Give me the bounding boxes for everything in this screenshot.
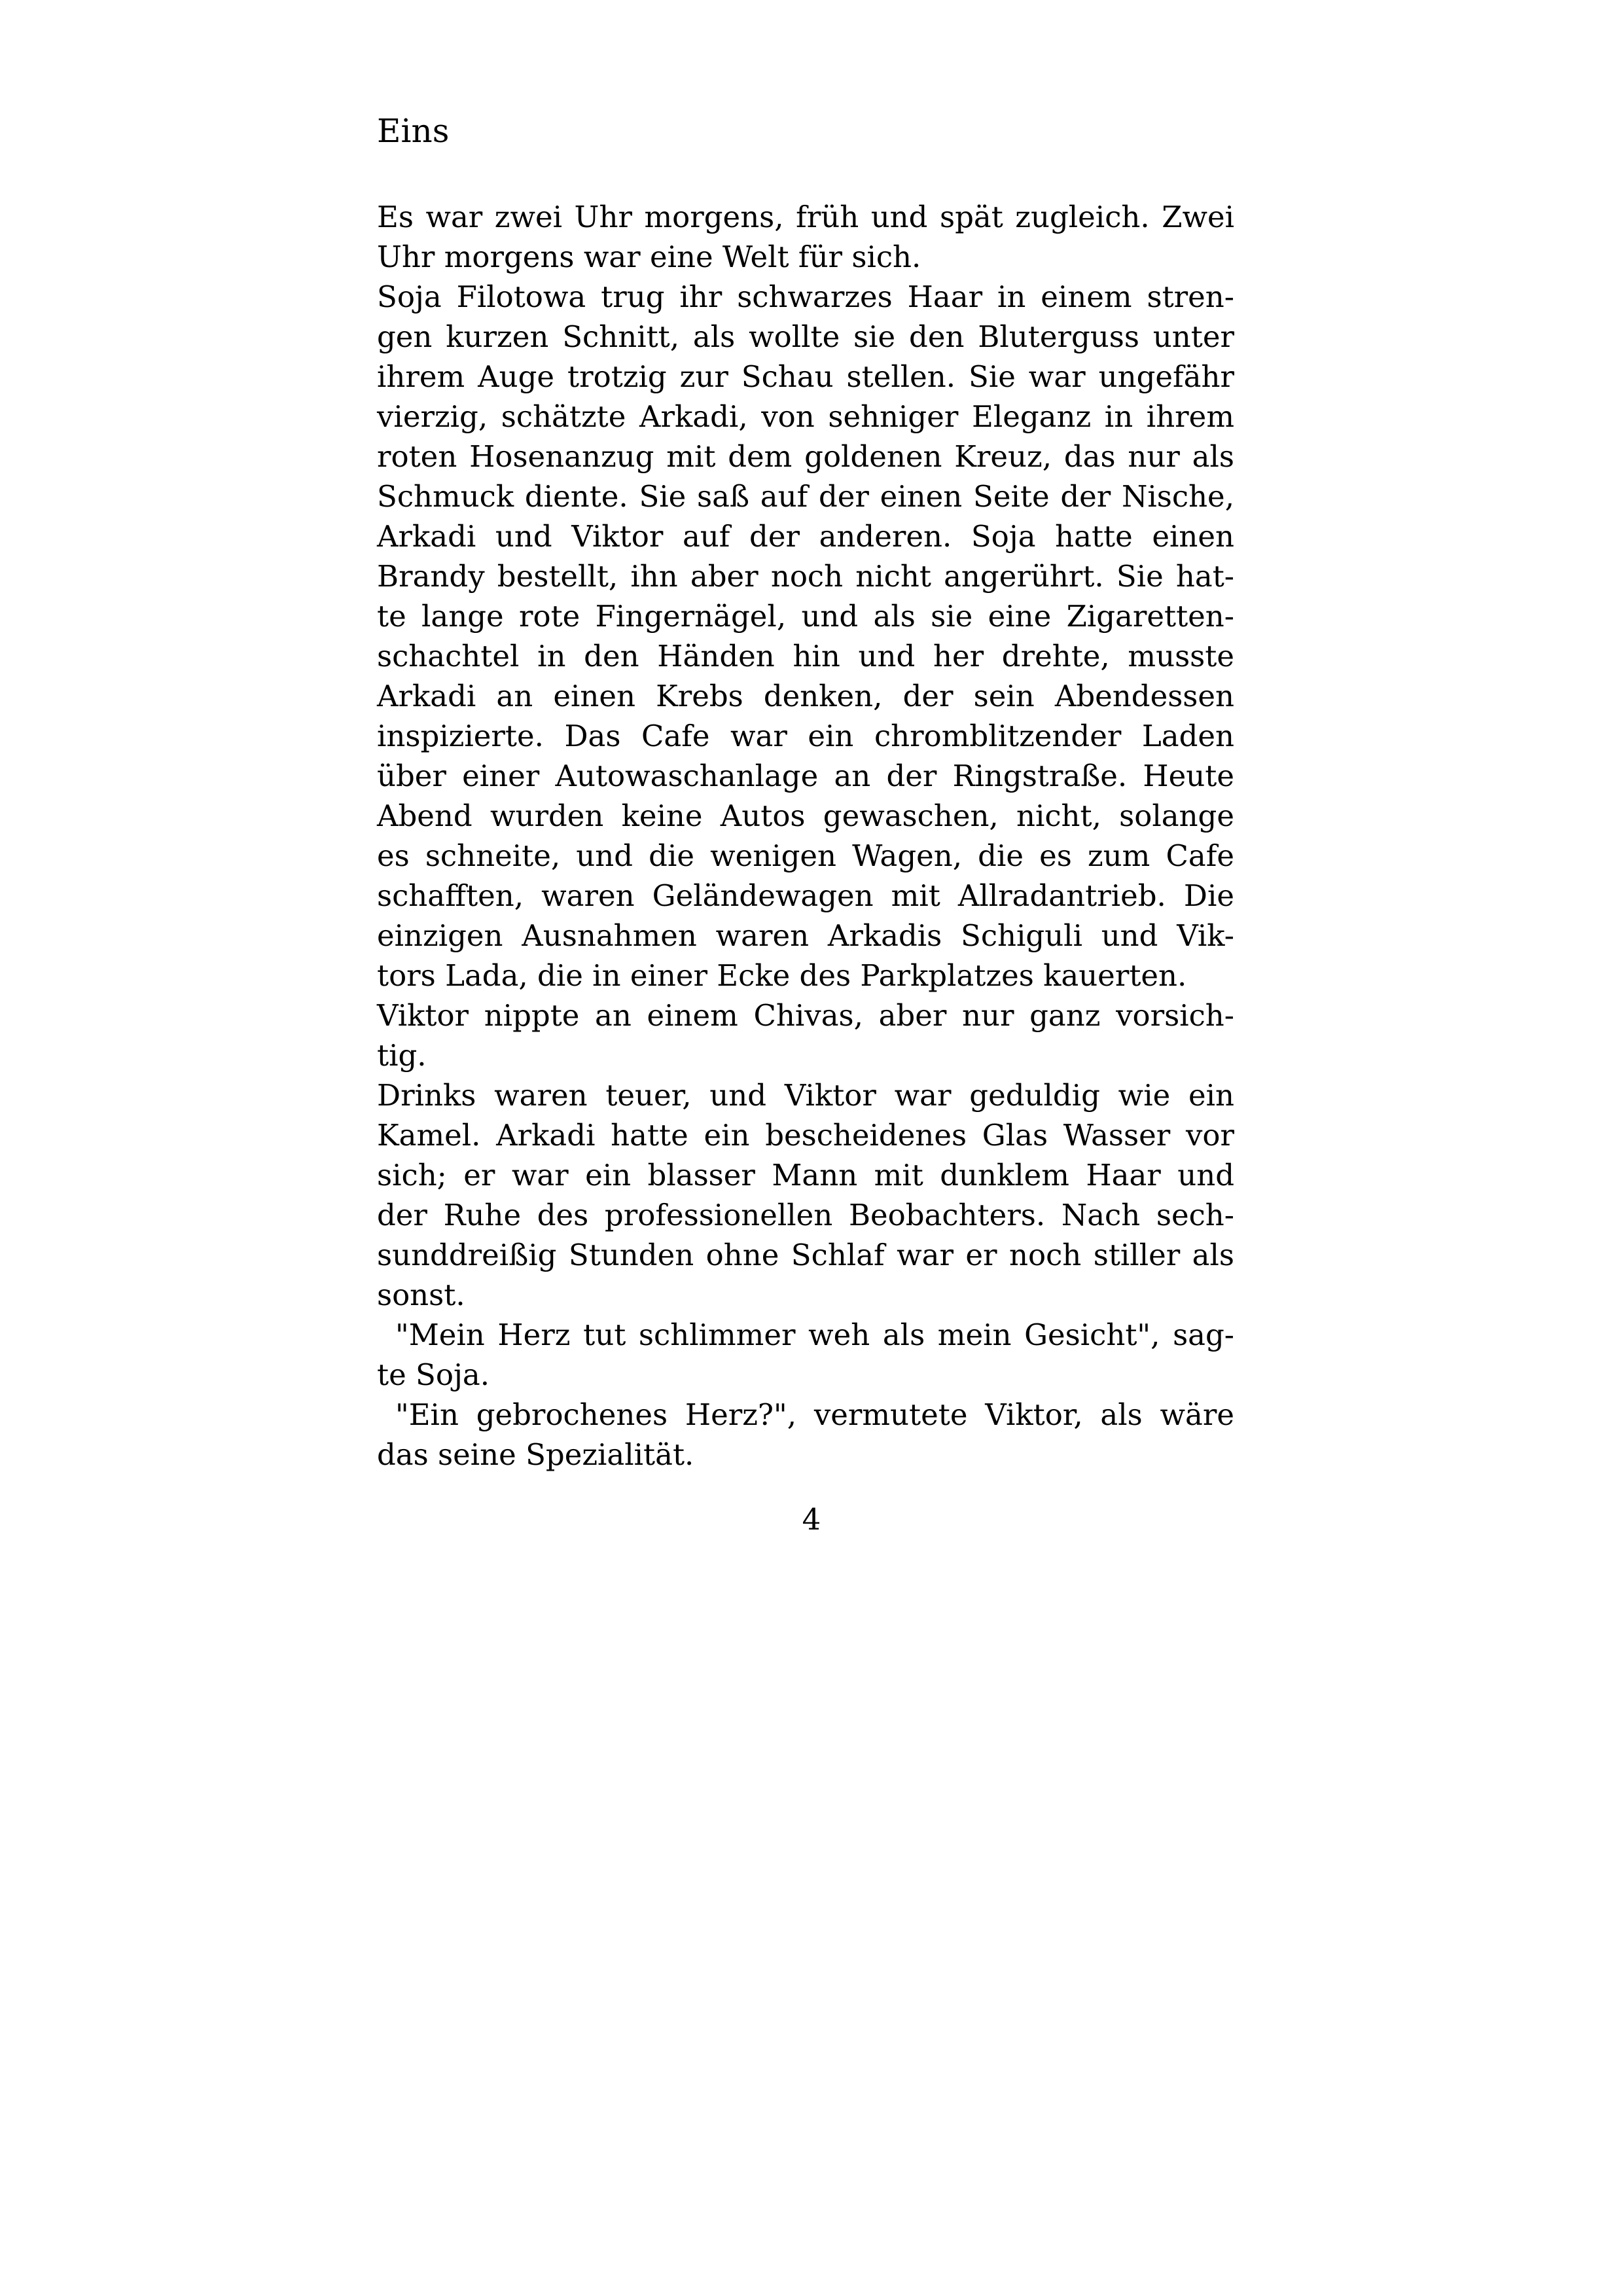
text-line: tors Lada, die in einer Ecke des Parkplatzes kauerten.	[377, 958, 1187, 993]
text-line: inspizierte. Das Cafe war ein chromblitzender Laden	[377, 719, 1234, 753]
page-number: 4	[802, 1502, 821, 1537]
text-line: Kamel. Arkadi hatte ein bescheidenes Glas Wasser vor	[377, 1118, 1234, 1153]
text-line: das seine Spezialität.	[377, 1437, 694, 1472]
text-line: Soja Filotowa trug ihr schwarzes Haar in einem stren-	[377, 279, 1234, 314]
text-line: der Ruhe des professionellen Beobachters. Nach sech-	[377, 1198, 1234, 1232]
text-line: über einer Autowaschanlage an der Ringstraße. Heute	[377, 759, 1234, 793]
text-line: roten Hosenanzug mit dem goldenen Kreuz, das nur als	[377, 439, 1234, 474]
text-line: ihrem Auge trotzig zur Schau stellen. Sie war ungefähr	[377, 359, 1234, 394]
text-line: tig.	[377, 1038, 427, 1073]
text-line: Drinks waren teuer, und Viktor war geduldig wie ein	[377, 1078, 1234, 1113]
text-line: "Mein Herz tut schlimmer weh als mein Gesicht", sag-	[395, 1318, 1234, 1352]
text-line: te lange rote Fingernägel, und als sie eine Zigaretten-	[377, 599, 1234, 634]
text-line: Arkadi an einen Krebs denken, der sein Abendessen	[377, 679, 1234, 713]
text-line: sich; er war ein blasser Mann mit dunklem Haar und	[377, 1158, 1234, 1193]
text-line: schafften, waren Geländewagen mit Allradantrieb. Die	[377, 878, 1234, 913]
text-line: gen kurzen Schnitt, als wollte sie den Bluterguss unter	[377, 319, 1234, 354]
chapter-title: Eins	[377, 112, 450, 150]
text-line: sunddreißig Stunden ohne Schlaf war er noch stiller als	[377, 1238, 1234, 1272]
text-line: einzigen Ausnahmen waren Arkadis Schiguli und Vik-	[377, 918, 1234, 953]
text-line: te Soja.	[377, 1357, 490, 1392]
body-text	[377, 197, 1234, 1475]
text-line: Schmuck diente. Sie saß auf der einen Seite der Nische,	[377, 479, 1234, 514]
text-line: Abend wurden keine Autos gewaschen, nicht, solange	[377, 798, 1234, 833]
text-line: vierzig, schätzte Arkadi, von sehniger Eleganz in ihrem	[377, 399, 1234, 434]
text-line: Brandy bestellt, ihn aber noch nicht angerührt. Sie hat-	[377, 559, 1234, 594]
text-line: Uhr morgens war eine Welt für sich.	[377, 240, 921, 274]
text-line: "Ein gebrochenes Herz?", vermutete Viktor, als wäre	[395, 1397, 1234, 1432]
text-line: sonst.	[377, 1278, 465, 1312]
text-line: Arkadi und Viktor auf der anderen. Soja hatte einen	[377, 519, 1234, 554]
text-line: es schneite, und die wenigen Wagen, die es zum Cafe	[377, 838, 1234, 873]
text-line: Viktor nippte an einem Chivas, aber nur ganz vorsich-	[377, 998, 1234, 1033]
text-line: schachtel in den Händen hin und her drehte, musste	[377, 639, 1234, 673]
text-line: Es war zwei Uhr morgens, früh und spät zugleich. Zwei	[377, 200, 1234, 234]
